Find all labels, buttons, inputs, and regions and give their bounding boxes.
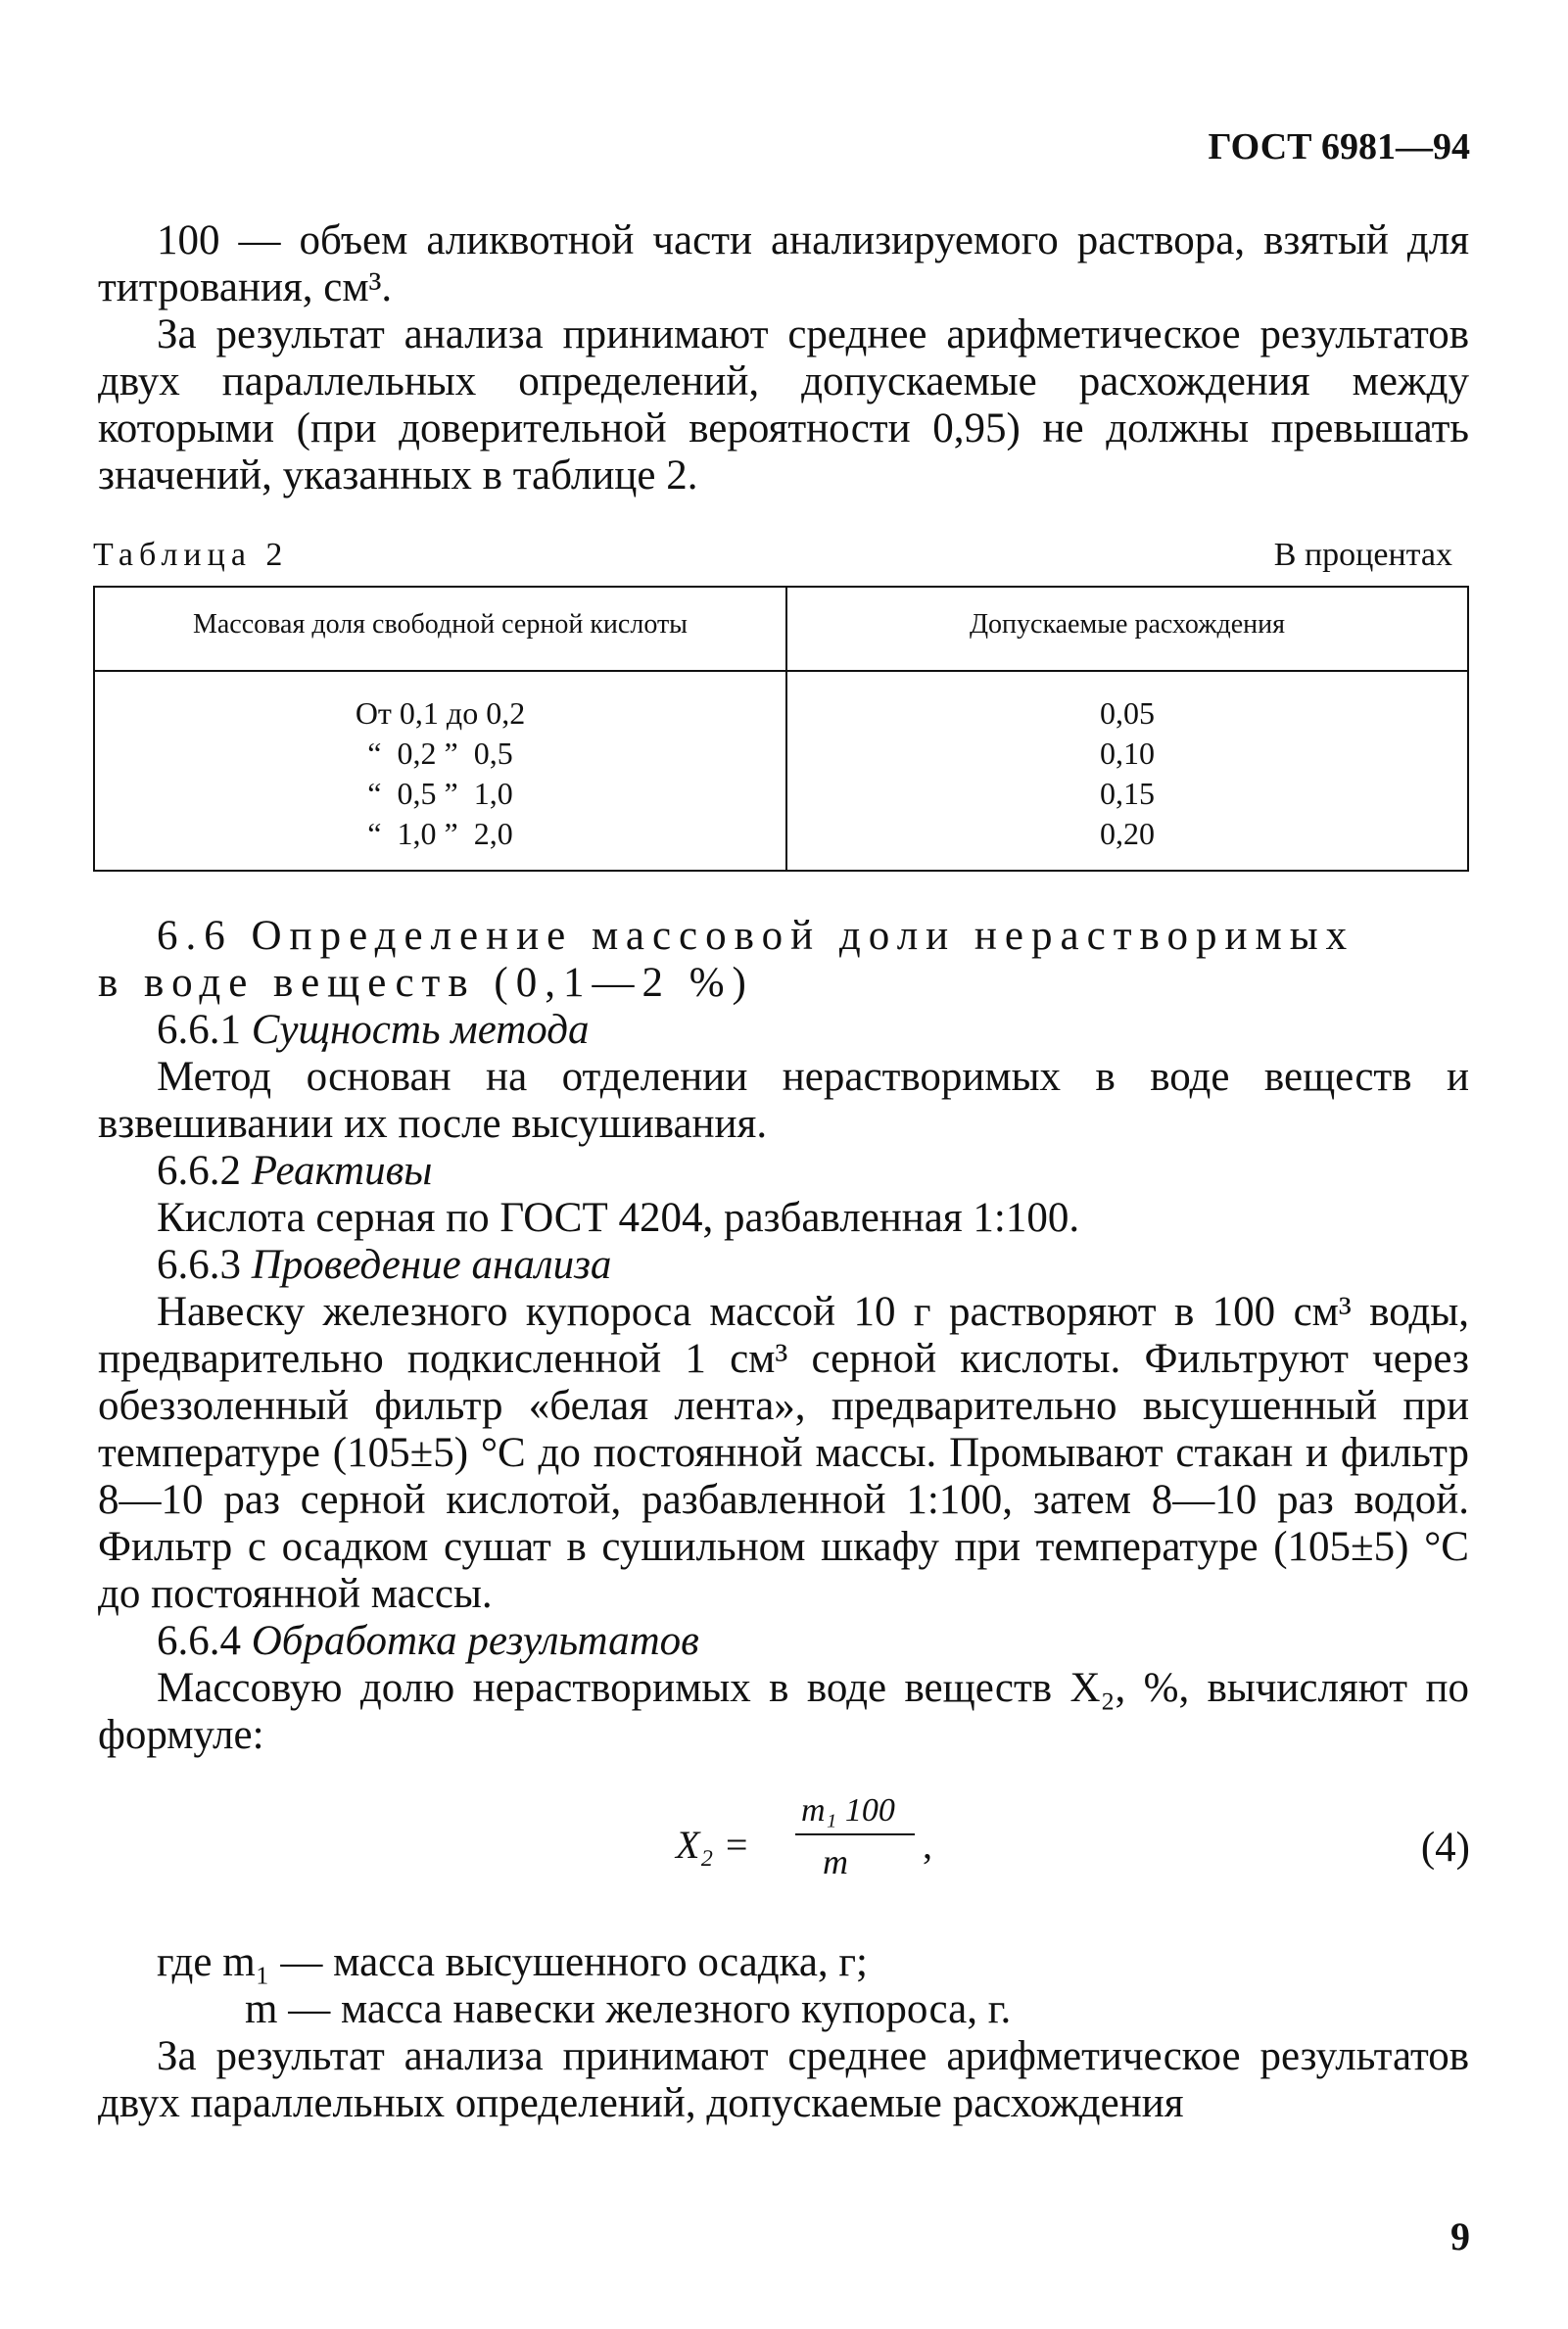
page-number: 9 xyxy=(1450,2214,1470,2258)
formula-fraction-bar xyxy=(795,1833,915,1835)
formula-denominator: m xyxy=(823,1842,848,1881)
formula xyxy=(676,1792,970,1900)
formula-comma: , xyxy=(923,1823,932,1867)
subsection-number: 6.6.2 xyxy=(157,1148,241,1194)
standard-header: ГОСТ 6981—94 xyxy=(1208,126,1470,167)
paragraph-closing: За результат анализа принимают среднее арифметическое результатов двух параллельных определений, допускаемые расхождения xyxy=(98,2033,1469,2126)
paragraph-procedure: Навеску железного купороса массой 10 г растворяют в 100 см³ воды, предварительно подкисленной 1 см³ серной кислоты. Фильтруют через обеззоленный фильтр «белая лента», предварительно высушенный при температуре (105±5) °С до постоянной массы. Промывают стакан и фильтр 8—10 раз серной кислотой, разбавленной 1:100, затем 8—10 раз водой. Фильтр с осадком сушат в сушильном шкафу при температуре (105±5) °С до постоянной массы. xyxy=(98,1289,1469,1617)
table-caption: Таблица 2 xyxy=(93,537,289,573)
table-cell: “ 0,5 ” 1,0 xyxy=(367,776,513,811)
paragraph-result-criteria: За результат анализа принимают среднее арифметическое результатов двух параллельных определений, допускаемые расхождения между которыми (при доверительной вероятности 0,95) не должны превышать значений, указанных в таблице 2. xyxy=(98,311,1469,499)
subsection-title: Обработка результатов xyxy=(251,1618,699,1664)
table-header-mass-fraction: Массовая доля свободной серной кислоты xyxy=(192,609,688,640)
table-cell: 0,05 xyxy=(1100,695,1155,731)
table-cell: “ 1,0 ” 2,0 xyxy=(367,816,513,851)
formula-lhs: X₂ = xyxy=(676,1823,750,1867)
data-table xyxy=(93,586,1469,872)
subsection-number: 6.6.4 xyxy=(157,1618,241,1664)
subsection-heading-results xyxy=(157,1618,699,1665)
subsection-heading-principle xyxy=(157,1007,589,1054)
table-cell: От 0,1 до 0,2 xyxy=(355,695,526,731)
subsection-number: 6.6.1 xyxy=(157,1007,241,1053)
subsection-title: Проведение анализа xyxy=(251,1242,612,1288)
table-column-mass-fraction xyxy=(95,693,785,854)
paragraph-reagents: Кислота серная по ГОСТ 4204, разбавленная 1:100. xyxy=(157,1195,1080,1241)
paragraph-aliquot: 100 — объем аликвотной части анализируемого раствора, взятый для титрования, см³. xyxy=(98,217,1469,310)
subsection-heading-reagents xyxy=(157,1148,432,1195)
subsection-number: 6.6.3 xyxy=(157,1242,241,1288)
table-header-tolerance: Допускаемые расхождения xyxy=(969,609,1286,640)
equation-number: (4) xyxy=(1420,1825,1470,1871)
where-line-1: где m₁ — масса высушенного осадка, г; xyxy=(157,1939,868,1985)
subsection-title: Сущность метода xyxy=(251,1007,590,1053)
table-cell: “ 0,2 ” 0,5 xyxy=(367,736,513,771)
subsection-title: Реактивы xyxy=(251,1148,433,1194)
table-unit: В процентах xyxy=(1273,537,1452,573)
paragraph-results: Массовую долю нерастворимых в воде веществ X₂, %, вычисляют по формуле: xyxy=(98,1665,1469,1758)
formula-numerator: m₁ 100 xyxy=(801,1792,895,1829)
section-title: 6.6 Определение массовой доли нерастворимых xyxy=(157,913,1355,959)
section-title-continued: в воде веществ (0,1—2 %) xyxy=(98,960,754,1006)
where-line-2: m — масса навески железного купороса, г. xyxy=(245,1986,1012,2032)
subsection-heading-procedure xyxy=(157,1242,611,1289)
table-header-divider xyxy=(95,670,1467,672)
table-cell: 0,20 xyxy=(1100,816,1155,851)
paragraph-principle: Метод основан на отделении нерастворимых в воде веществ и взвешивании их после высушивания. xyxy=(98,1054,1469,1147)
table-cell: 0,10 xyxy=(1100,736,1155,771)
table-column-tolerance xyxy=(787,693,1467,854)
table-cell: 0,15 xyxy=(1100,776,1155,811)
